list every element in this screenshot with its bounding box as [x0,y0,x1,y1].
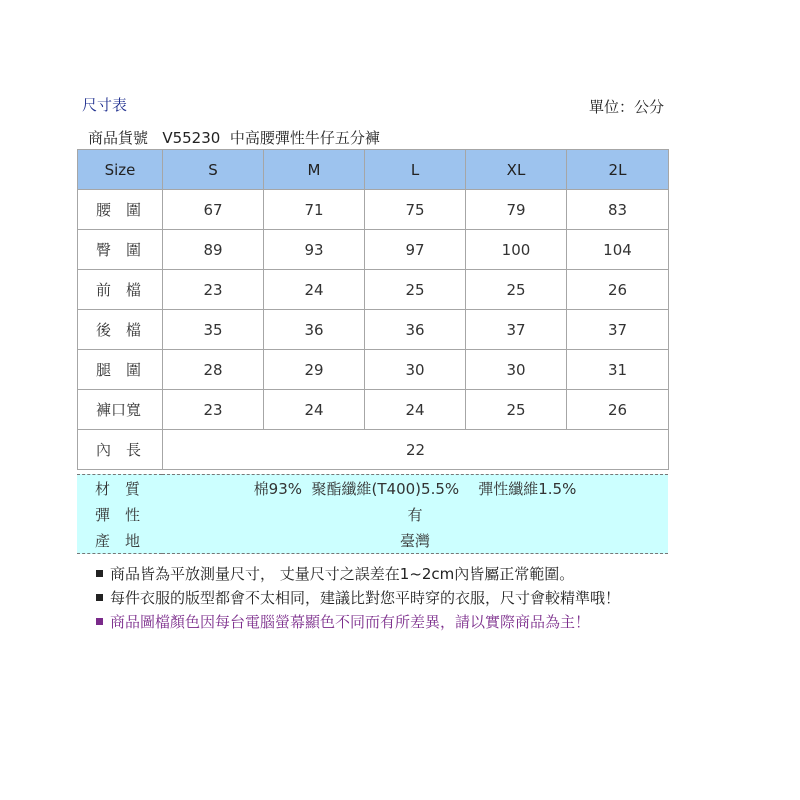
material-row [77,475,668,502]
notes-list [96,562,620,634]
product-line [88,127,380,148]
unit-label: 單位：公分 [588,98,664,116]
size-header-row [78,150,669,190]
row-label: 後 檔 [78,310,163,350]
note-text: 每件衣服的版型都會不太相同，建議比對您平時穿的衣服，尺寸會較精準哦！ [110,589,621,607]
origin-label: 產 地 [95,531,141,550]
header-cell: XL [466,150,567,190]
table-cell: 71 [264,190,365,230]
square-bullet-icon [96,594,103,601]
table-cell: 24 [264,270,365,310]
header-cell: Size [78,150,163,190]
table-cell: 37 [466,310,567,350]
table-cell: 30 [365,350,466,390]
header-cell: 2L [567,150,669,190]
note-text: 商品圖檔顏色因每台電腦螢幕顯色不同而有所差異，請以實際商品為主！ [110,613,591,631]
row-label: 內 長 [78,430,163,470]
row-label: 褲口寬 [78,390,163,430]
note-text: 商品皆為平放測量尺寸， 丈量尺寸之誤差在1~2cm內皆屬正常範圍。 [110,565,575,583]
row-label: 臀 圍 [78,230,163,270]
header-cell: M [264,150,365,190]
product-name: 中高腰彈性牛仔五分褲 [229,129,380,147]
table-cell: 100 [466,230,567,270]
material-value: 棉93% 聚酯纖維(T400)5.5% 彈性纖維1.5% [253,479,577,498]
table-row [78,190,669,230]
origin-value: 臺灣 [399,531,430,550]
note-item [96,562,620,586]
size-table [77,149,669,470]
table-cell: 97 [365,230,466,270]
table-cell: 83 [567,190,669,230]
table-cell: 75 [365,190,466,230]
note-item [96,586,620,610]
material-table [77,474,668,554]
table-cell: 67 [163,190,264,230]
table-cell: 29 [264,350,365,390]
square-bullet-icon [96,618,103,625]
row-label: 腿 圍 [78,350,163,390]
table-cell: 104 [567,230,669,270]
elasticity-value: 有 [407,505,423,524]
table-cell: 79 [466,190,567,230]
table-cell: 37 [567,310,669,350]
table-row [78,270,669,310]
table-cell: 25 [466,390,567,430]
table-cell: 23 [163,390,264,430]
inseam-value: 22 [163,430,669,470]
product-code: V55230 [162,129,221,147]
table-row [78,390,669,430]
elasticity-label: 彈 性 [95,505,141,524]
table-cell: 24 [264,390,365,430]
table-row [78,230,669,270]
table-cell: 31 [567,350,669,390]
origin-row [77,527,668,554]
table-cell: 36 [264,310,365,350]
material-label: 材 質 [95,479,141,498]
elasticity-row [77,501,668,527]
header-cell: L [365,150,466,190]
header-cell: S [163,150,264,190]
table-cell: 24 [365,390,466,430]
table-cell: 23 [163,270,264,310]
row-label: 前 檔 [78,270,163,310]
row-label: 腰 圍 [78,190,163,230]
table-row [78,350,669,390]
table-cell: 35 [163,310,264,350]
product-label: 商品貨號 [88,129,149,147]
table-cell: 93 [264,230,365,270]
table-cell: 28 [163,350,264,390]
table-cell: 26 [567,390,669,430]
page-title: 尺寸表 [82,96,128,114]
note-item [96,610,620,634]
square-bullet-icon [96,570,103,577]
table-cell: 30 [466,350,567,390]
table-cell: 25 [466,270,567,310]
table-cell: 89 [163,230,264,270]
inseam-row [78,430,669,470]
table-row [78,310,669,350]
table-cell: 25 [365,270,466,310]
table-cell: 36 [365,310,466,350]
table-cell: 26 [567,270,669,310]
